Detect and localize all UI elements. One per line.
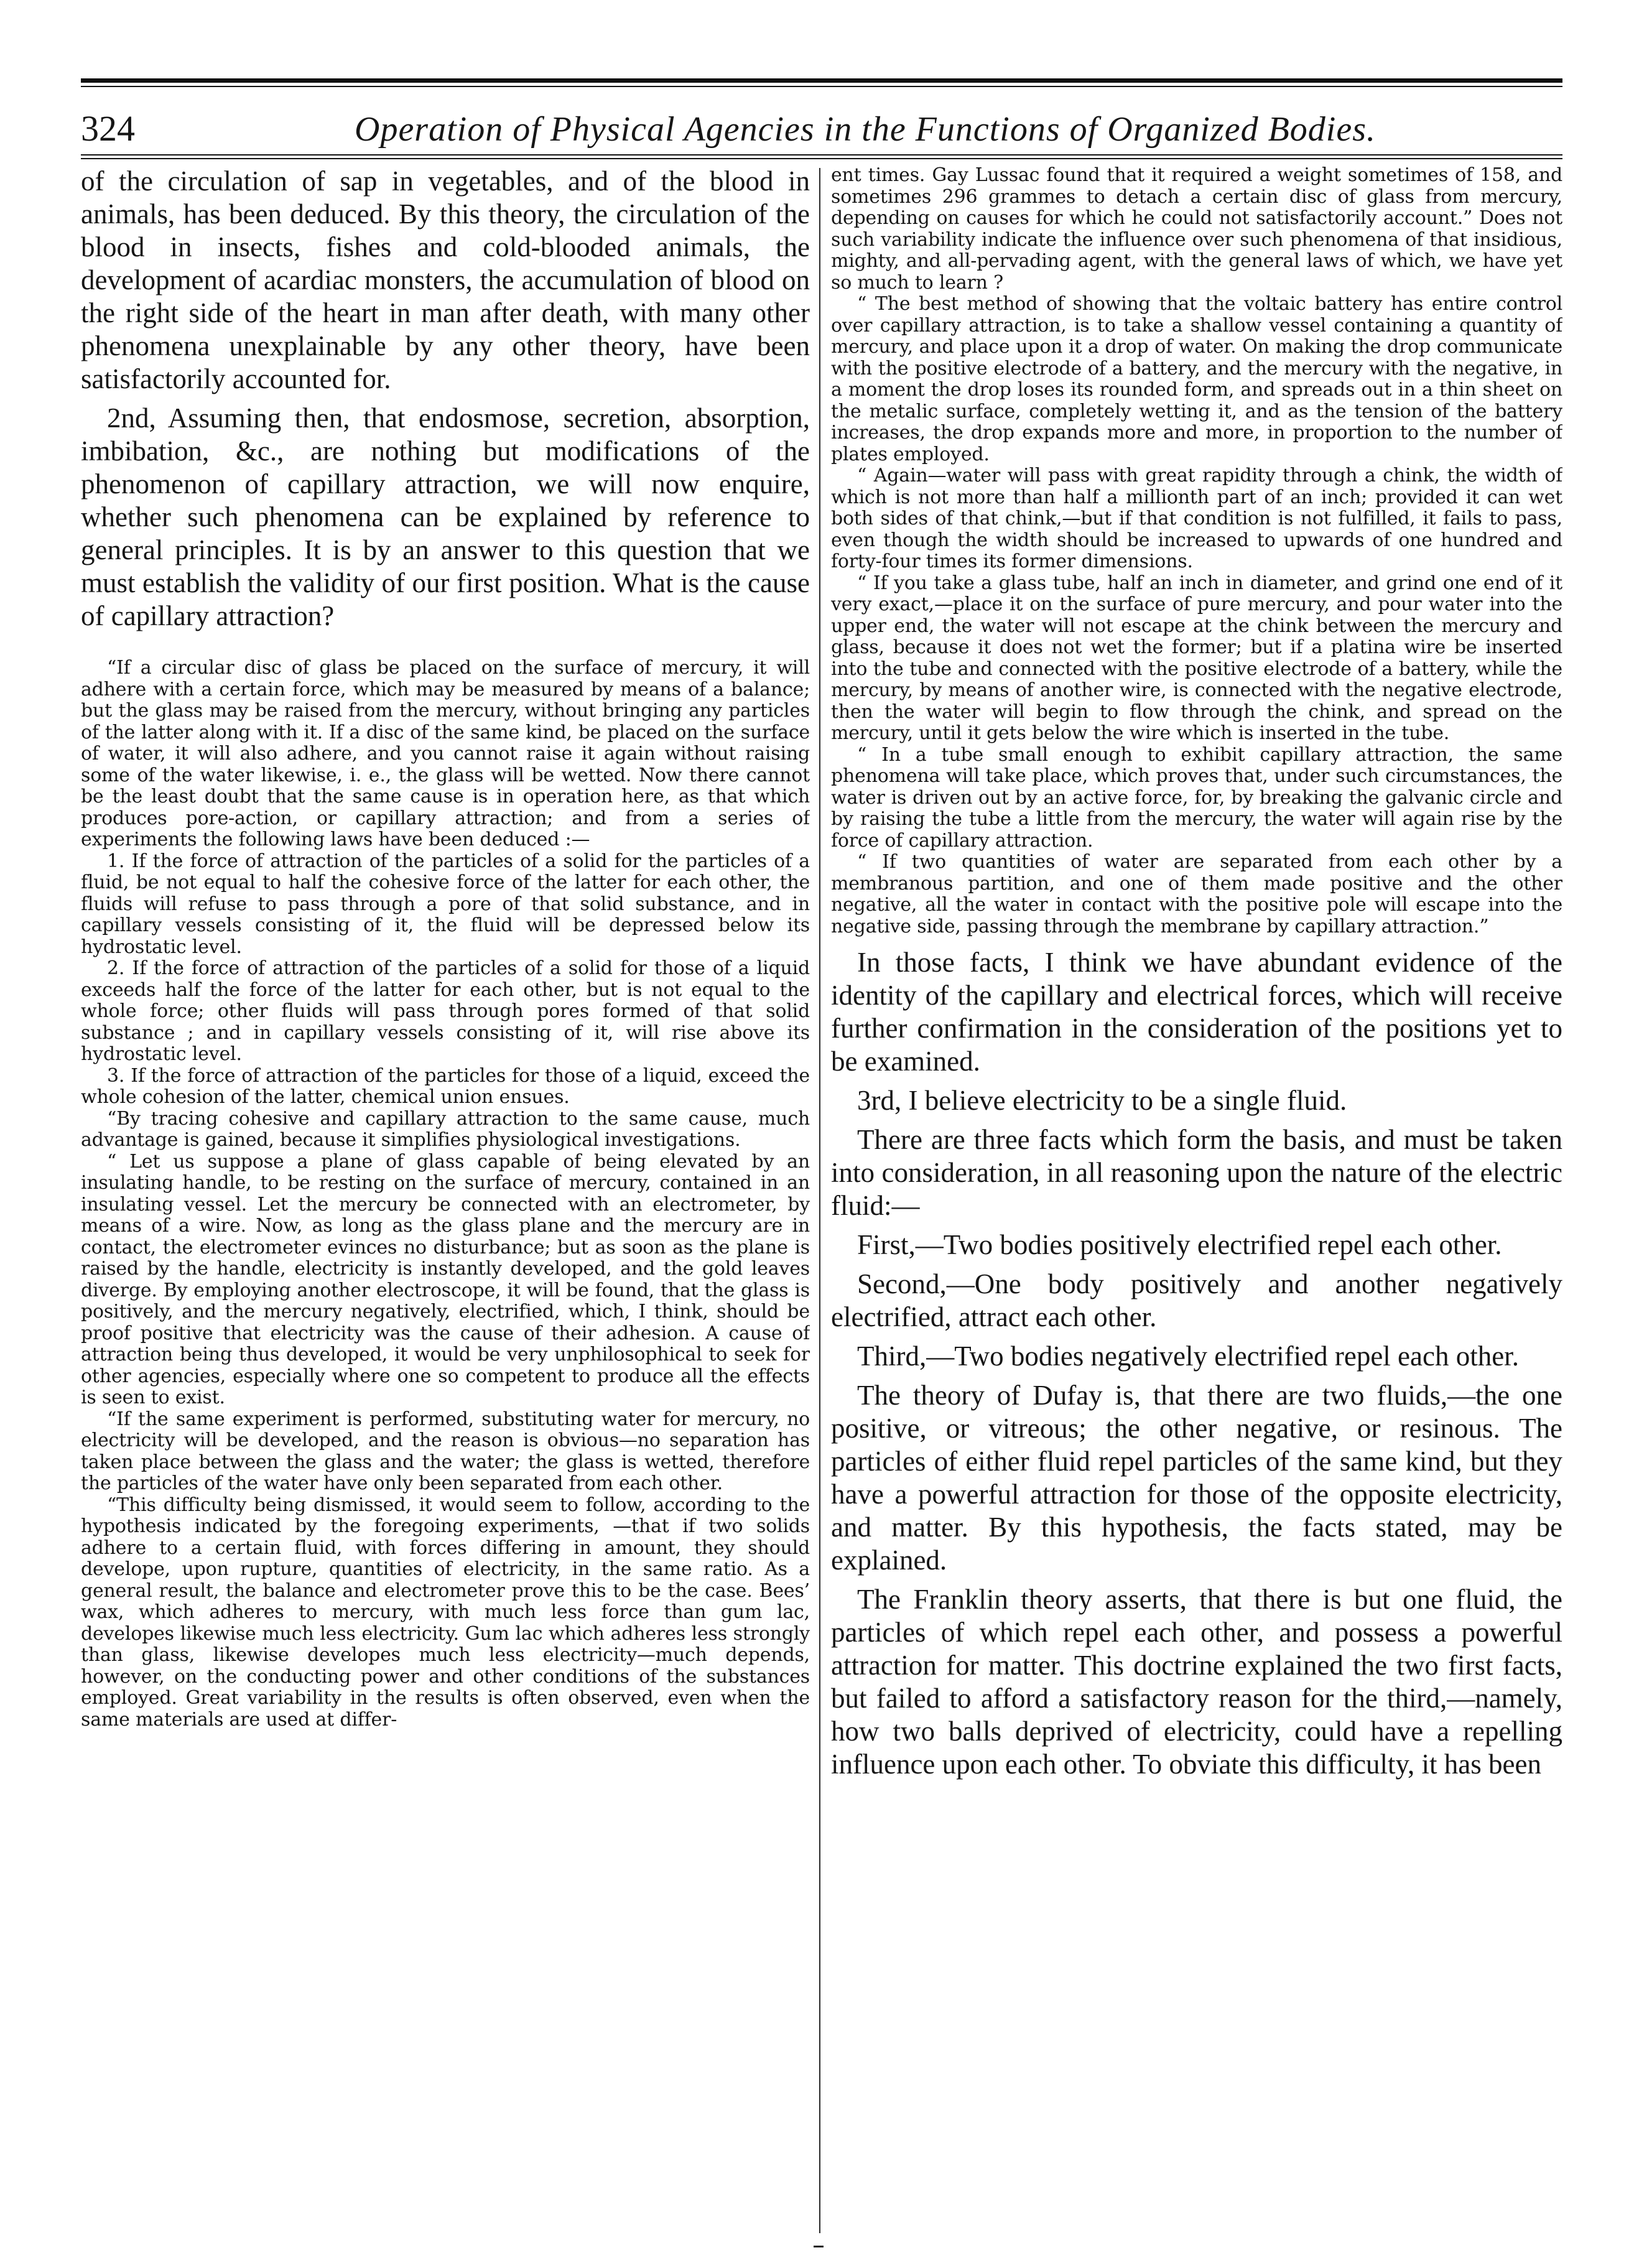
paragraph: The theory of Dufay is, that there are two fluids,—the one positive, or vitreous; the other negative, or resinous. The particles of either fluid repel particles of the same kind, but they have a powerful attraction for those of the opposite electricity, and matter. By this hypothesis, the facts stated, may be explained. bbox=[831, 1380, 1562, 1576]
page-header bbox=[81, 92, 1562, 149]
paragraph: In those facts, I think we have abundant evidence of the identity of the capillary and electrical forces, which will receive further confirmation in the consideration of the positions yet to be examined. bbox=[831, 947, 1562, 1077]
header-rule-under-2 bbox=[81, 158, 1562, 159]
header-rule-thick bbox=[81, 78, 1562, 83]
quoted-paragraph: “ Let us suppose a plane of glass capable of being elevated by an insulating handle, to be resting on the surface of mercury, contained in an insulating vessel. Let the mercury be connected with an electrometer, by means of a wire. Now, as long as the glass plane and the mercury are in contact, the electrometer evinces no disturbance; but as soon as the plane is raised by the handle, electricity is instantly developed, and the gold leaves diverge. By employing another electroscope, it will be found, that the glass is positively, and the mercury negatively, electrified, which, I think, should be proof positive that electricity was the cause of their adhesion. A cause of attraction being thus developed, it would be very unphilosophical to seek for other agencies, especially where one so competent to produce all the effects is seen to exist. bbox=[81, 1150, 810, 1408]
quoted-paragraph: “By tracing cohesive and capillary attraction to the same cause, much advantage is gained, because it simplifies physiological investigations. bbox=[81, 1107, 810, 1151]
quoted-paragraph: “ The best method of showing that the voltaic battery has entire control over capillary attraction, is to take a shallow vessel containing a quantity of mercury, and place upon it a drop of water. On making the drop communicate with the positive electrode of a battery, and the mercury with the negative, in a moment the drop loses its rounded form, and spreads out in a thin sheet on the metalic surface, completely wetting it, and as the tension of the battery increases, the drop expands more and more, in proportion to the number of plates employed. bbox=[831, 293, 1562, 465]
paragraph: Third,—Two bodies negatively electrified repel each other. bbox=[857, 1341, 1519, 1372]
page-bottom-mark bbox=[814, 2246, 824, 2247]
quoted-paragraph: “ If you take a glass tube, half an inch in diameter, and grind one end of it very exact,—place it on the surface of pure mercury, and pour water into the upper end, the water will not escape at the chink between the mercury and glass, because it does not wet the former; but if a platina wire be inserted into the tube and connected with the positive electrode of a battery, while the mercury, by means of another wire, is connected with the negative electrode, then the water will begin to flow through the chink, and spread on the mercury, until it gets below the wire which is inserted in the tube. bbox=[831, 572, 1562, 744]
quoted-paragraph: “ In a tube small enough to exhibit capillary attraction, the same phenomena will take place, which proves that, under such circumstances, the water is driven out by an active force, for, by breaking the galvanic circle and by raising the tube a little from the mercury, the water will again rise by the force of capillary attraction. bbox=[831, 743, 1562, 852]
running-title: Operation of Physical Agencies in the Functions of Organized Bodies. bbox=[355, 110, 1376, 149]
paragraph: First,—Two bodies positively electrified repel each other. bbox=[857, 1229, 1502, 1260]
quoted-paragraph: “ Again—water will pass with great rapidity through a chink, the width of which is not more than half a millionth part of an inch; provided it can wet both sides of that chink,—but if that condition is not fulfilled, it fails to pass, even though the width should be increased to upwards of one hundred and forty-four times its former dimensions. bbox=[831, 465, 1562, 572]
header-rule-thin bbox=[81, 86, 1562, 87]
paragraph: Second,—One body positively and another negatively electrified, attract each other. bbox=[831, 1268, 1562, 1332]
paragraph: 2nd, Assuming then, that endosmose, secretion, absorption, imbibation, &c., are nothing but modifications of the phenomenon of capillary attraction, we will now enquire, whether such phenomena can be explained by reference to general principles. It is by an answer to this question that we must establish the validity of our first position. What is the cause of capillary attraction? bbox=[81, 402, 810, 631]
spacer bbox=[81, 639, 810, 658]
quoted-paragraph: “If the same experiment is performed, substituting water for mercury, no electricity will be developed, and the reason is obvious—no separation has taken place between the glass and the water; the glass is wetted, therefore the particles of the water have only been separated from each other. bbox=[81, 1408, 810, 1494]
right-column bbox=[831, 165, 1562, 2243]
quoted-paragraph: ent times. Gay Lussac found that it required a weight sometimes of 158, and sometimes 296 grammes to detach a certain disc of glass from mercury, depending on causes for which he could not satisfactorily account.” Does not such variability indicate the influence over such phenomena of that insidious, mighty, and all-pervading agent, with the general laws of which, we have yet so much to learn ? bbox=[831, 165, 1562, 294]
spacer bbox=[831, 937, 1562, 946]
quoted-law: 1. If the force of attraction of the particles of a solid for the particles of a fluid, be not equal to half the cohesive force of the latter for each other, the fluids will refuse to pass through a pore of that solid substance, and in capillary vessels consisting of it, the fluid will be depressed below its hydrostatic level. bbox=[81, 850, 810, 958]
column-divider bbox=[819, 168, 820, 2233]
quoted-paragraph: “ If two quantities of water are separated from each other by a membranous partition, and one of them made positive and the other negative, all the water in contact with the positive pole will escape into the negative side, passing through the membrane by capillary attraction.” bbox=[831, 851, 1562, 937]
quoted-paragraph: “This difficulty being dismissed, it would seem to follow, according to the hypothesis indicated by the foregoing experiments, —that if two solids adhere to a certain fluid, with forces differing in amount, they should develope, upon rupture, quantities of electricity, in the same ratio. As a general result, the balance and electrometer prove this to be the case. Bees’ wax, which adheres to mercury, with much less force than gum lac, developes likewise much less electricity. Gum lac which adheres less strongly than glass, likewise developes much less electricity—much depends, however, on the conducting power and other conditions of the substances employed. Great variability in the results is often observed, even when the same materials are used at differ- bbox=[81, 1494, 810, 1731]
paragraph: of the circulation of sap in vegetables, and of the blood in animals, has been deduced. By this theory, the circulation of the blood in insects, fishes and cold-blooded animals, the development of acardiac monsters, the accumulation of blood on the right side of the heart in man after death, with many other phenomena unexplainable by any other theory, have been satisfactorily accounted for. bbox=[81, 165, 810, 394]
quoted-law: 3. If the force of attraction of the particles for those of a liquid, exceed the whole cohesion of the latter, chemical union ensues. bbox=[81, 1064, 810, 1108]
left-column bbox=[81, 165, 810, 2243]
paragraph: The Franklin theory asserts, that there is but one fluid, the particles of which repel each other, and possess a powerful attraction for matter. This doctrine explained the two first facts, but failed to afford a satisfactory reason for the third,—namely, how two balls deprived of electricity, could have a repelling influence upon each other. To obviate this difficulty, it has been bbox=[831, 1584, 1562, 1780]
page-number: 324 bbox=[81, 108, 135, 149]
quoted-law: 2. If the force of attraction of the particles of a solid for those of a liquid exceeds half the force of the latter for each other, but is not equal to the whole force; other fluids will pass through pores formed of that solid substance ; and in capillary vessels consisting of it, will rise above its hydrostatic level. bbox=[81, 957, 810, 1065]
quoted-paragraph: “If a circular disc of glass be placed on the surface of mercury, it will adhere with a certain force, which may be measured by means of a balance; but the glass may be raised from the mercury, without bringing any particles of the latter along with it. If a disc of the same kind, be placed on the surface of water, it will also adhere, and you cannot raise it again without raising some of the water likewise, i. e., the glass will be wetted. Now there cannot be the least doubt that the same cause is in operation here, as that which produces pore-action, or capillary attraction; and from a series of experiments the following laws have been deduced :— bbox=[81, 657, 810, 850]
paragraph: 3rd, I believe electricity to be a single fluid. bbox=[857, 1085, 1347, 1116]
paragraph: There are three facts which form the basis, and must be taken into consideration, in all reasoning upon the nature of the electric fluid:— bbox=[831, 1124, 1562, 1221]
header-rule-under-1 bbox=[81, 154, 1562, 156]
